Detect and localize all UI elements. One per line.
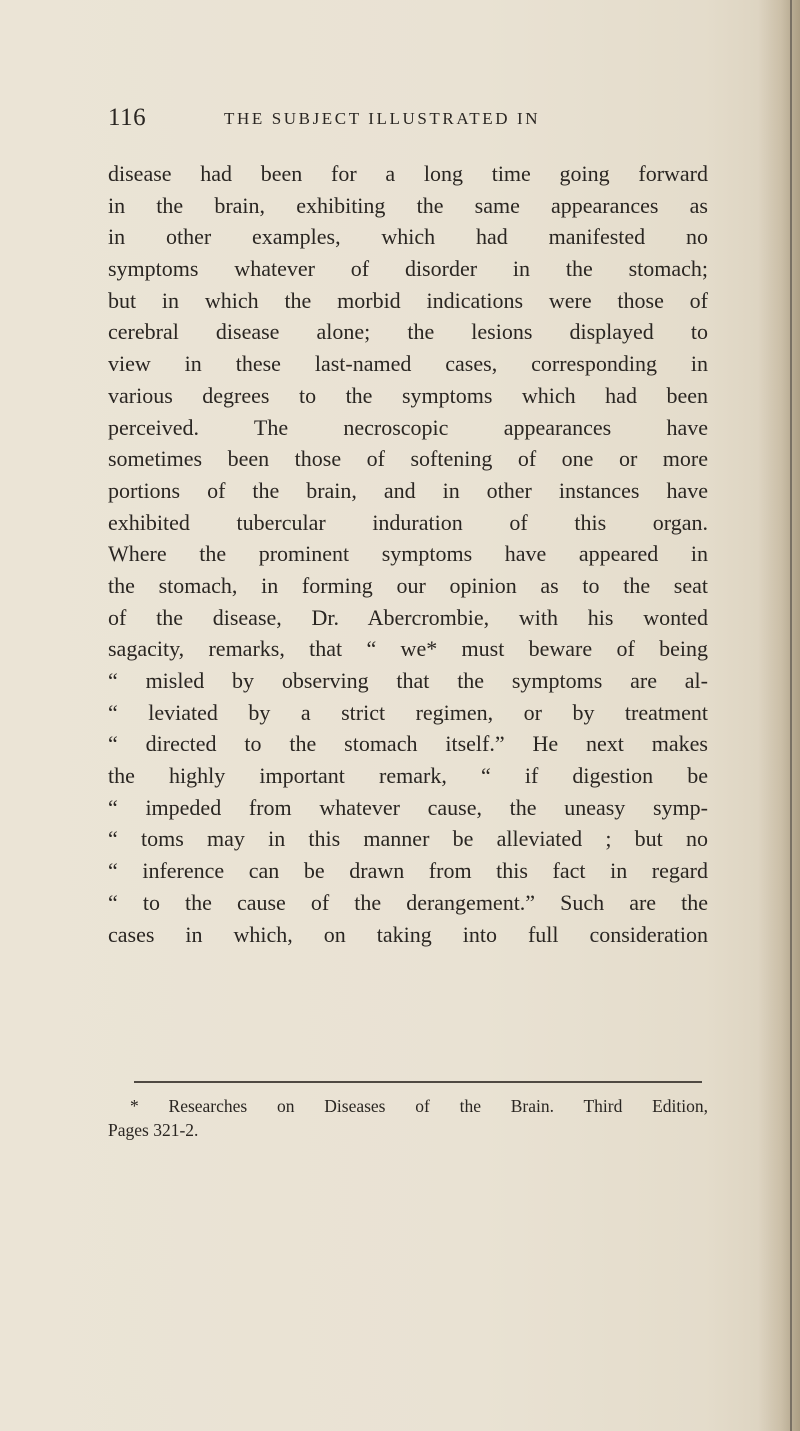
text-line: “ impeded from whatever cause, the uneasy symp- [108,794,708,820]
footnote-rule [134,1081,702,1083]
text-line: portions of the brain, and in other instances have [108,477,708,503]
text-line: perceived. The necroscopic appearances have [108,414,708,440]
text-line: sometimes been those of softening of one or more [108,446,708,472]
text-line: disease had been for a long time going forward [108,161,708,186]
text-line: “ to the cause of the derangement.” Such are the [108,889,708,915]
text-line: in the brain, exhibiting the same appearances as [108,192,708,218]
text-line: in other examples, which had manifested no [108,224,708,250]
footnote-line: Pages 321-2. [108,1120,199,1140]
text-line: the highly important remark, “ if digestion be [108,763,708,789]
footnote-line: * Researches on Diseases of the Brain. Third Edition, [130,1096,708,1116]
text-line: various degrees to the symptoms which had been [108,382,708,408]
text-line: “ misled by observing that the symptoms are al- [108,668,708,693]
text-line: Where the prominent symptoms have appeared in [108,541,708,567]
text-line: sagacity, remarks, that “ we* must beware of being [108,636,708,662]
text-line: “ directed to the stomach itself.” He next makes [108,731,708,757]
text-line: “ inference can be drawn from this fact in regard [108,858,708,884]
running-head: THE SUBJECT ILLUSTRATED IN [224,109,541,128]
text-line: cerebral disease alone; the lesions displayed to [108,319,708,345]
text-line: the stomach, in forming our opinion as to the seat [108,572,708,598]
text-line: “ leviated by a strict regimen, or by treatment [108,699,708,725]
text-line: but in which the morbid indications were those of [108,287,708,313]
page-edge-line [790,0,792,1431]
text-line: “ toms may in this manner be alleviated ; but no [108,826,708,852]
footnote [108,1094,708,1142]
page-edge-shadow [758,0,800,1431]
text-line: of the disease, Dr. Abercrombie, with his wonted [108,604,708,630]
text-line: cases in which, on taking into full consideration [108,921,708,947]
text-line: view in these last-named cases, corresponding in [108,351,708,377]
text-line: symptoms whatever of disorder in the stomach; [108,256,708,282]
page-number: 116 [108,104,147,131]
body-text [108,158,708,950]
page-header [108,104,708,134]
text-line: exhibited tubercular induration of this organ. [108,509,708,535]
